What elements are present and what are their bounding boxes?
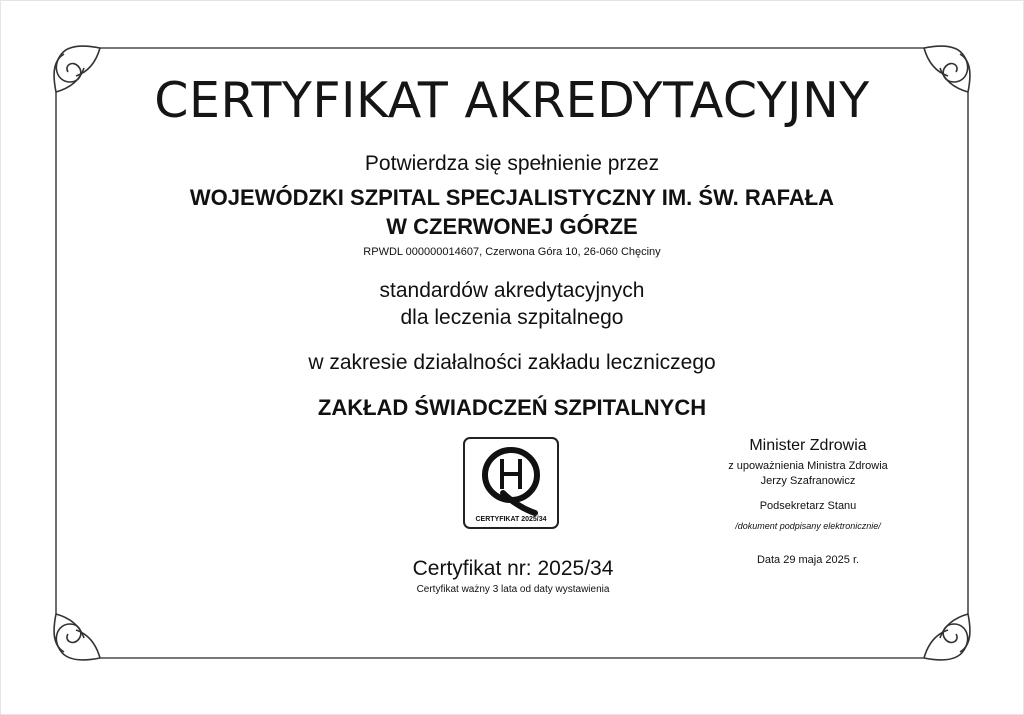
signer-minister: Minister Zdrowia	[749, 437, 867, 454]
issue-date: Data 29 maja 2025 r.	[756, 554, 860, 566]
certificate-validity: Certyfikat ważny 3 lata od daty wystawienia	[416, 584, 610, 595]
standards-line1: standardów akredytacyjnych	[379, 279, 645, 302]
scope-text: w zakresie działalności zakładu leczniczego	[308, 351, 716, 374]
electronic-signature-note: /dokument podpisany elektronicznie/	[735, 521, 881, 531]
certificate-number: Certyfikat nr: 2025/34	[412, 557, 614, 580]
certificate-title: CERTYFIKAT AKREDYTACYJNY	[154, 72, 870, 129]
registry-info: RPWDL 000000014607, Czerwona Góra 10, 26-060 Chęciny	[363, 246, 661, 258]
standards-line2: dla leczenia szpitalnego	[400, 306, 624, 329]
signer-name: Jerzy Szafranowicz	[760, 475, 856, 487]
signer-position: Podsekretarz Stanu	[759, 500, 857, 512]
corner-ornament-bottom-left	[54, 614, 100, 660]
signer-authority: z upoważnienia Ministra Zdrowia	[728, 460, 888, 472]
quality-q-icon	[465, 439, 557, 527]
corner-ornament-bottom-right	[924, 614, 970, 660]
quality-accreditation-logo	[463, 437, 559, 529]
logo-caption: CERTYFIKAT 2025/34	[475, 516, 547, 523]
confirmation-text: Potwierdza się spełnienie przez	[364, 152, 660, 175]
institution-name-line1: WOJEWÓDZKI SZPITAL SPECJALISTYCZNY IM. ŚW. RAFAŁA	[189, 185, 835, 210]
institution-name-line2: W CZERWONEJ GÓRZE	[386, 214, 638, 239]
unit-name: ZAKŁAD ŚWIADCZEŃ SZPITALNYCH	[317, 395, 707, 420]
